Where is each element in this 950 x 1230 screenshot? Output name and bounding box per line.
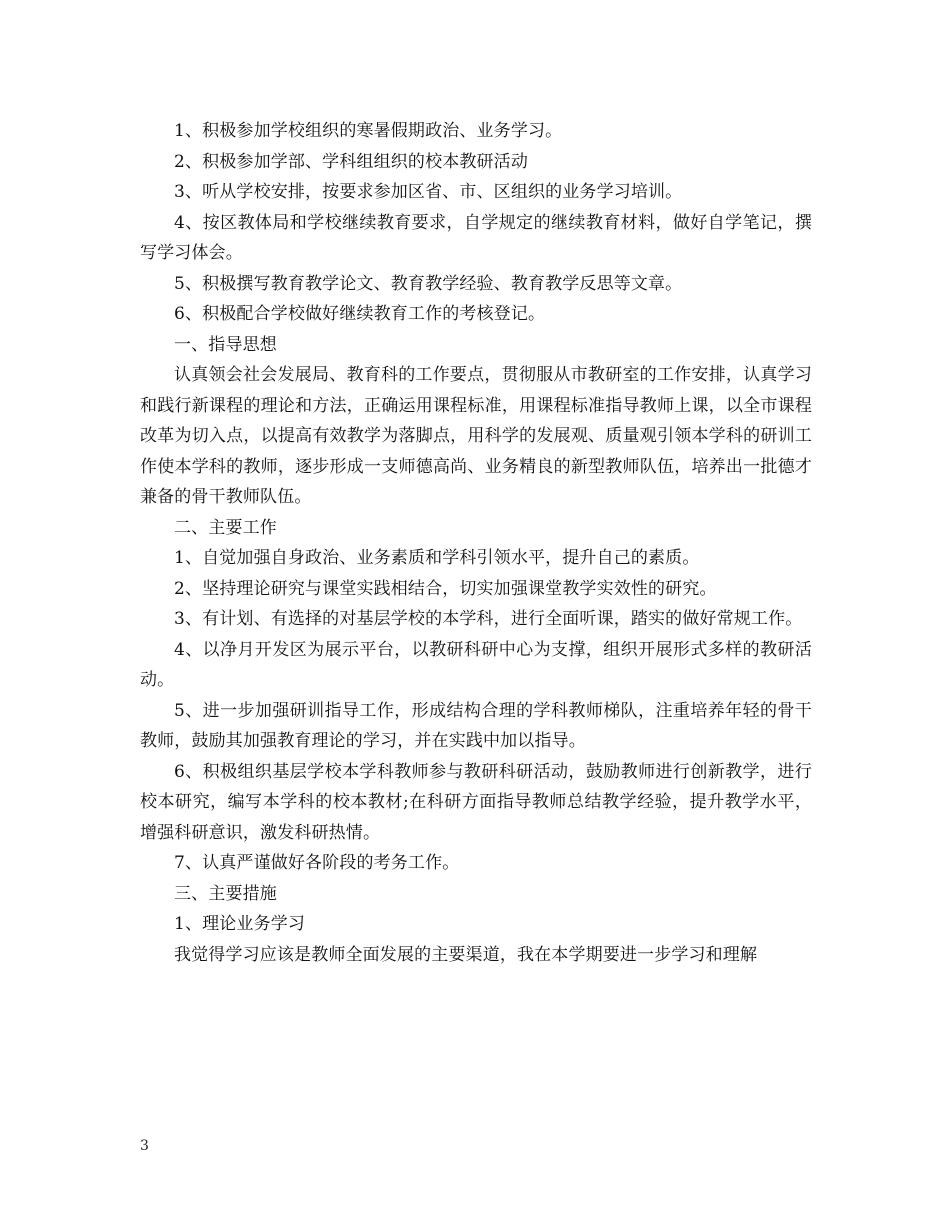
document-body — [140, 116, 812, 970]
main-work-item-7: 7、认真严谨做好各阶段的考务工作。 — [174, 853, 460, 873]
paragraph-1: 1、积极参加学校组织的寒暑假期政治、业务学习。 — [174, 121, 563, 141]
main-work-item-3: 3、有计划、有选择的对基层学校的本学科，进行全面听课，踏实的做好常规工作。 — [174, 609, 803, 629]
paragraph-4: 4、按区教体局和学校继续教育要求，自学规定的继续教育材料，做好自学笔记，撰写学习体会。 — [140, 212, 812, 263]
subsection-heading-theory-study: 1、理论业务学习 — [174, 914, 306, 934]
paragraph-3: 3、听从学校安排，按要求参加区省、市、区组织的业务学习培训。 — [174, 182, 683, 202]
section-heading-guiding-ideology: 一、指导思想 — [174, 334, 277, 355]
main-work-item-1: 1、自觉加强自身政治、业务素质和学科引领水平，提升自己的素质。 — [174, 548, 700, 568]
paragraph-theory-study: 我觉得学习应该是教师全面发展的主要渠道，我在本学期要进一步学习和理解 — [174, 944, 758, 965]
section-heading-main-work: 二、主要工作 — [174, 517, 277, 538]
main-work-item-2: 2、坚持理论研究与课堂实践相结合，切实加强课堂教学实效性的研究。 — [174, 578, 717, 599]
paragraph-2: 2、积极参加学部、学科组组织的校本教研活动 — [174, 151, 528, 172]
paragraph-guiding-ideology: 认真领会社会发展局、教育科的工作要点，贯彻服从市教研室的工作安排，认真学习和践行新课程的理论和方法，正确运用课程标准，用课程标准指导教师上课，以全市课程改革为切入点，以提高有效教学为落脚点，用科学的发展观、质量观引领本学科的研训工作使本学科的教师，逐步形成一支师德高尚、业务精良的新型教师队伍，培养出一批德才兼备的骨干教师队伍。 — [140, 365, 812, 507]
section-heading-main-measures: 三、主要措施 — [174, 883, 277, 904]
main-work-item-6: 6、积极组织基层学校本学科教师参与教研科研活动，鼓励教师进行创新教学，进行校本研究，编写本学科的校本教材;在科研方面指导教师总结教学经验，提升教学水平，增强科研意识，激发科研热情。 — [140, 761, 812, 843]
main-work-item-4: 4、以净月开发区为展示平台，以教研科研中心为支撑，组织开展形式多样的教研活动。 — [140, 639, 812, 690]
main-work-item-5: 5、进一步加强研训指导工作，形成结构合理的学科教师梯队，注重培养年轻的骨干教师，鼓励其加强教育理论的学习，并在实践中加以指导。 — [140, 700, 812, 751]
paragraph-6: 6、积极配合学校做好继续教育工作的考核登记。 — [174, 304, 546, 324]
page-number: 3 — [140, 1138, 149, 1154]
paragraph-5: 5、积极撰写教育教学论文、教育教学经验、教育教学反思等文章。 — [174, 273, 683, 294]
